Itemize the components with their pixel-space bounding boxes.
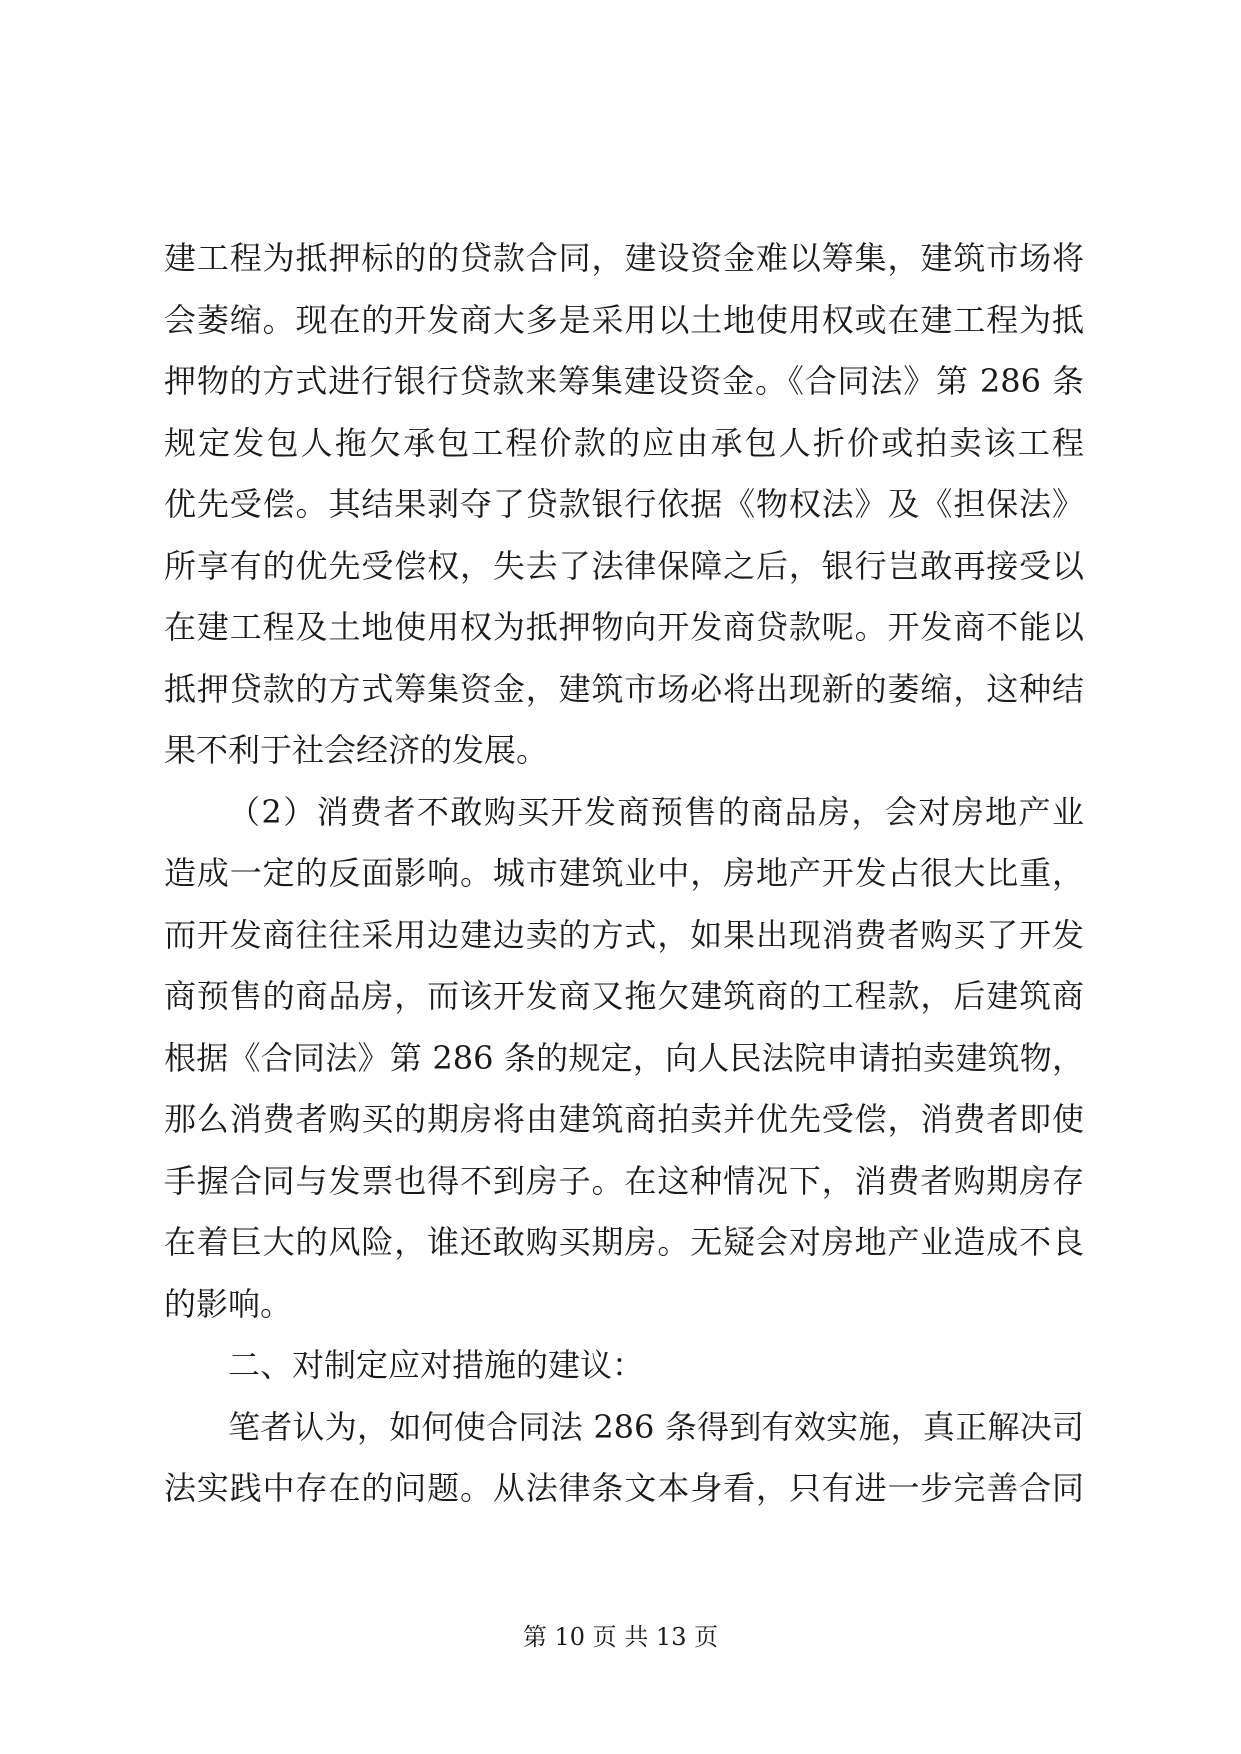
text-line: 笔者认为，如何使合同法 286 条得到有效实施，真正解决司 <box>228 1407 1084 1446</box>
text-line: 那么消费者购买的期房将由建筑商拍卖并优先受偿，消费者即使 <box>164 1100 1084 1138</box>
paragraph <box>164 782 1084 1336</box>
text-line: 建工程为抵押标的的贷款合同，建设资金难以筹集，建筑市场将 <box>164 239 1084 277</box>
text-line: （2）消费者不敢购买开发商预售的商品房，会对房地产业 <box>228 792 1084 831</box>
text-line: 所享有的优先受偿权，失去了法律保障之后，银行岂敢再接受以 <box>164 546 1084 585</box>
text-line: 造成一定的反面影响。城市建筑业中，房地产开发占很大比重， <box>164 854 1084 892</box>
paragraph <box>164 1397 1084 1520</box>
text-line: 抵押贷款的方式筹集资金，建筑市场必将出现新的萎缩，这种结 <box>164 669 1084 708</box>
text-line: 商预售的商品房，而该开发商又拖欠建筑商的工程款，后建筑商 <box>164 977 1084 1015</box>
page-number-footer: 第 10 页 共 13 页 <box>522 1623 719 1651</box>
paragraph <box>164 228 1084 782</box>
text-line: 在着巨大的风险，谁还敢购买期房。无疑会对房地产业造成不良 <box>164 1223 1084 1261</box>
text-line: 而开发商往往采用边建边卖的方式，如果出现消费者购买了开发 <box>164 915 1084 954</box>
text-line: 手握合同与发票也得不到房子。在这种情况下，消费者购期房存 <box>164 1161 1084 1200</box>
text-line: 在建工程及土地使用权为抵押物向开发商贷款呢。开发商不能以 <box>164 608 1084 646</box>
section-heading <box>164 1335 1084 1397</box>
text-line: 果不利于社会经济的发展。 <box>164 731 549 769</box>
text-line: 规定发包人拖欠承包工程价款的应由承包人折价或拍卖该工程 <box>164 423 1084 462</box>
text-line: 根据《合同法》第 286 条的规定，向人民法院申请拍卖建筑物， <box>164 1038 1084 1077</box>
text-line: 押物的方式进行银行贷款来筹集建设资金。《合同法》第 286 条 <box>164 362 1084 400</box>
text-line: 二、对制定应对措施的建议： <box>228 1346 645 1384</box>
document-body <box>164 228 1084 1520</box>
text-line: 优先受偿。其结果剥夺了贷款银行依据《物权法》及《担保法》 <box>164 485 1084 523</box>
text-line: 法实践中存在的问题。从法律条文本身看，只有进一步完善合同 <box>164 1469 1084 1507</box>
text-line: 的影响。 <box>164 1284 293 1323</box>
text-line: 会萎缩。现在的开发商大多是采用以土地使用权或在建工程为抵 <box>164 300 1084 339</box>
